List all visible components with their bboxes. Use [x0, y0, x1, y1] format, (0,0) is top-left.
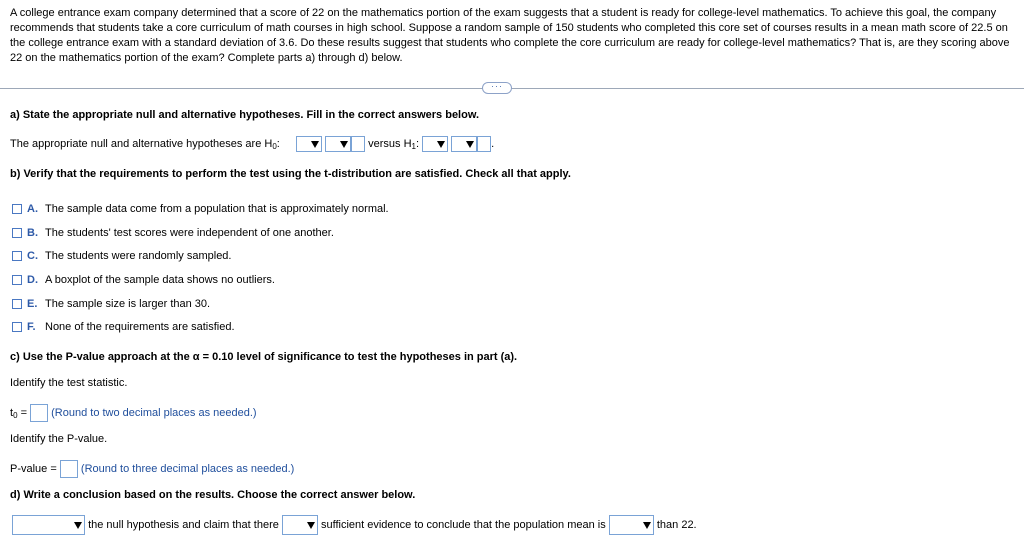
chevron-down-icon — [435, 137, 447, 151]
option-c[interactable] — [12, 249, 231, 263]
checkbox-f[interactable] — [12, 322, 22, 332]
option-f[interactable] — [12, 320, 235, 334]
part-c-heading: c) Use the P-value approach at the α = 0.10 level of significance to test the hypotheses in part (a). — [10, 351, 518, 363]
hypotheses-row — [10, 136, 494, 154]
chevron-down-icon — [338, 137, 350, 151]
expand-more-button[interactable]: ··· — [482, 82, 512, 94]
conclusion-text-2: sufficient evidence to conclude that the population mean is — [320, 518, 606, 531]
option-text: The sample data come from a population that is approximately normal. — [45, 203, 389, 215]
h1-value-input[interactable] — [477, 136, 491, 152]
p-value-row — [10, 460, 294, 478]
h0-value-input[interactable] — [351, 136, 365, 152]
h1-operator-dropdown[interactable] — [451, 136, 477, 152]
part-b-heading: b) Verify that the requirements to perform the test using the t-distribution are satisfied. Check all that apply. — [10, 168, 571, 180]
hypotheses-prefix: The appropriate null and alternative hypotheses are H — [10, 137, 273, 150]
identify-p-value: Identify the P-value. — [10, 433, 108, 445]
problem-statement: A college entrance exam company determined that a score of 22 on the mathematics portion of the exam suggests that a student is ready for college-level mathematics. To achieve this goal, the company recommends that students take a core curriculum of math courses in high school. Suppose a random sample of 150 students who completed this core set of courses results in a mean math score of 22.5 on the college entrance exam with a standard deviation of 3.6. Do these results suggest that students who complete the core curriculum are ready for college-level mathematics? That is, are they scoring above 22 on the mathematics portion of the exam? Complete parts a) through d) below. — [10, 7, 1010, 64]
h0-subscript: 0 — [272, 141, 277, 151]
identify-test-statistic: Identify the test statistic. — [10, 377, 128, 389]
versus-label: versus $H_1$: — [368, 137, 420, 151]
t0-input[interactable] — [30, 404, 48, 422]
p-value-label: P-value = — [10, 462, 57, 475]
p-value-input[interactable] — [60, 460, 78, 478]
p-value-rounding-hint: (Round to three decimal places as needed.) — [80, 462, 295, 475]
t0-rounding-hint: (Round to two decimal places as needed.) — [51, 406, 257, 419]
option-text: A boxplot of the sample data shows no outliers. — [45, 274, 275, 286]
chevron-down-icon — [305, 518, 317, 532]
option-letter: B. — [27, 227, 38, 239]
conclusion-row — [12, 515, 697, 535]
checkbox-e[interactable] — [12, 299, 22, 309]
checkbox-d[interactable] — [12, 275, 22, 285]
option-a[interactable] — [12, 202, 389, 216]
option-letter: A. — [27, 203, 38, 215]
conclusion-text-3: than 22. — [656, 518, 697, 531]
option-letter: F. — [27, 321, 36, 333]
hypotheses-period: . — [491, 137, 495, 150]
reject-decision-dropdown[interactable] — [12, 515, 85, 535]
option-text: The students were randomly sampled. — [45, 250, 232, 262]
conclusion-text-1: the null hypothesis and claim that there — [88, 518, 279, 531]
option-letter: D. — [27, 274, 38, 286]
checkbox-b[interactable] — [12, 228, 22, 238]
checkbox-c[interactable] — [12, 251, 22, 261]
comparison-dropdown[interactable] — [609, 515, 654, 535]
option-b[interactable] — [12, 226, 334, 240]
option-d[interactable] — [12, 273, 275, 287]
option-text: None of the requirements are satisfied. — [45, 321, 235, 333]
option-letter: C. — [27, 250, 38, 262]
chevron-down-icon — [641, 518, 653, 532]
h0-operator-dropdown[interactable] — [325, 136, 351, 152]
t0-label: $t_0$ = — [10, 406, 27, 420]
option-text: The sample size is larger than 30. — [45, 298, 211, 310]
option-text: The students' test scores were independent of one another. — [45, 227, 334, 239]
alpha-symbol: α — [192, 351, 200, 363]
h0-parameter-dropdown[interactable] — [296, 136, 322, 152]
option-e[interactable] — [12, 297, 210, 311]
t0-row — [10, 404, 257, 423]
part-d-heading: d) Write a conclusion based on the results. Choose the correct answer below. — [10, 489, 416, 501]
section-divider — [0, 88, 1024, 89]
evidence-dropdown[interactable] — [282, 515, 318, 535]
checkbox-a[interactable] — [12, 204, 22, 214]
part-a-heading: a) State the appropriate null and alternative hypotheses. Fill in the correct answers below. — [10, 109, 480, 121]
option-letter: E. — [27, 298, 38, 310]
h1-parameter-dropdown[interactable] — [422, 136, 448, 152]
chevron-down-icon — [464, 137, 476, 151]
chevron-down-icon — [72, 518, 84, 532]
h0-colon: : — [276, 137, 280, 150]
chevron-down-icon — [309, 137, 321, 151]
h1-subscript: 1 — [411, 141, 416, 151]
